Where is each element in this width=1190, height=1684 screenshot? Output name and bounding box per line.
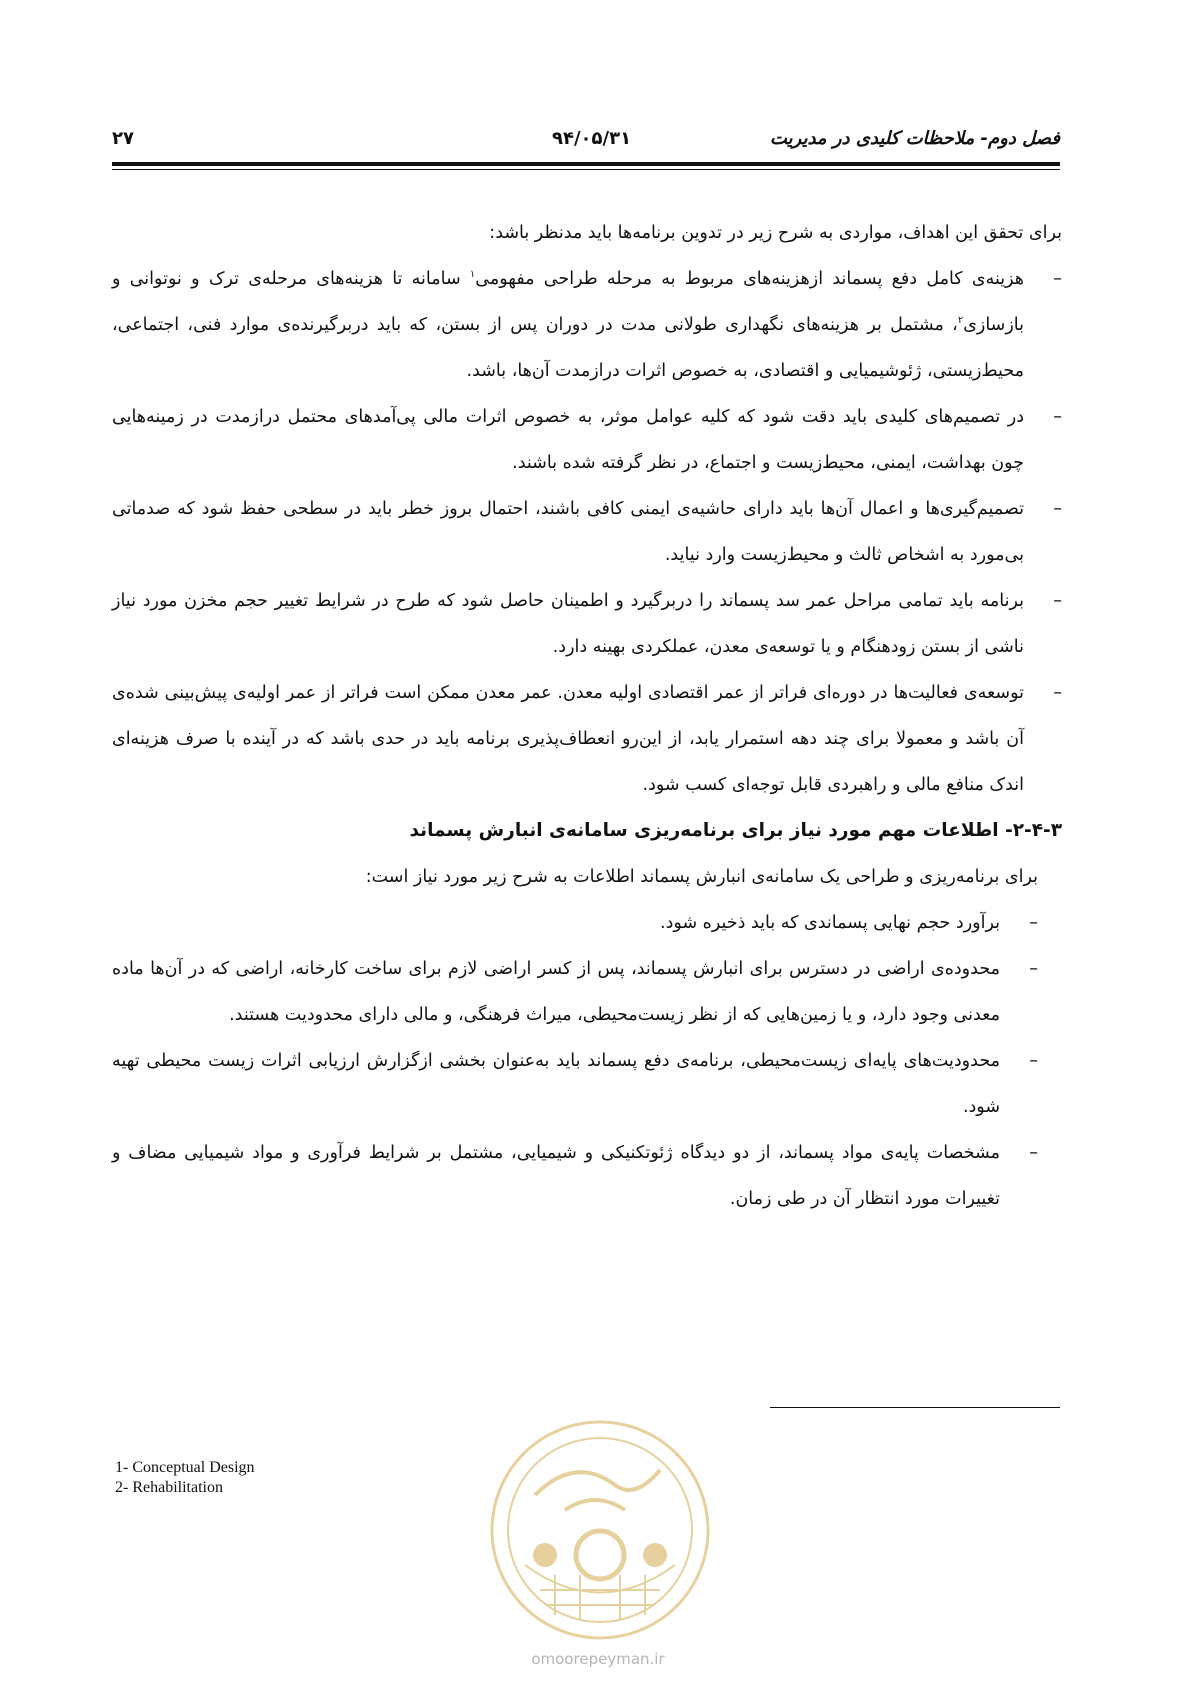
footnote-1: 1- Conceptual Design <box>115 1459 255 1476</box>
footnote-ref-2: ۲ <box>957 315 964 327</box>
list-item-text: برنامه باید تمامی مراحل عمر سد پسماند را دربرگیرد و اطمینان حاصل شود که طرح در شرایط تغییر حجم مخزن مورد نیاز ناشی از بستن زودهنگام و یا توسعه‌ی معدن، عملکردی بهینه دارد. <box>112 591 1024 657</box>
dash-marker: – <box>1029 1051 1038 1071</box>
section-intro: برای برنامه‌ریزی و طراحی یک سامانه‌ی انبارش پسماند اطلاعات به شرح زیر مورد نیاز است: <box>365 867 1038 887</box>
list-item-text: توسعه‌ی فعالیت‌ها در دوره‌ای فراتر از عمر اقتصادی اولیه معدن. عمر معدن ممکن است فراتر از عمر اولیه‌ی پیش‌بینی شده‌ی آن باشد و معمولا برای چند دهه استمرار یابد، از این‌رو انعطاف‌پذیری برنامه باید در حدی باشد که در آینده با صرف هزینه‌ای اندک منافع مالی و راهبردی قابل توجه‌ای کسب شود. <box>112 683 1024 795</box>
list-item-text: ، مشتمل بر هزینه‌های نگهداری طولانی مدت در دوران پس از بستن، که باید دربرگیرنده‌ی موارد فنی، اجتماعی، محیط‌زیستی، ژئوشیمیایی و اقتصادی، به خصوص اثرات درازمدت آن‌ها، باشد. <box>112 315 1024 381</box>
list-item <box>112 578 1062 670</box>
list-item-text: برآورد حجم نهایی پسماندی که باید ذخیره شود. <box>660 913 1000 933</box>
chapter-title: فصل دوم- ملاحظات کلیدی در مدیریت <box>769 128 1060 149</box>
body-text <box>112 210 1062 1222</box>
list-item <box>112 1130 1038 1222</box>
list-item <box>112 670 1062 808</box>
dash-marker: – <box>1053 269 1062 289</box>
list-item-text: سامانه تا هزینه‌های مرحله‌ی ترک و نوتوانی و بازسازی <box>112 269 1024 335</box>
list-item <box>112 486 1062 578</box>
list-item <box>112 946 1038 1038</box>
dash-marker: – <box>1029 959 1038 979</box>
footnotes <box>115 1458 255 1498</box>
dash-marker: – <box>1053 499 1062 519</box>
list-item-text: محدوده‌ی اراضی در دسترس برای انبارش پسماند، پس از کسر اراضی لازم برای ساخت کارخانه، اراضی که در آن‌ها ماده معدنی وجود دارد، و یا زمین‌هایی که از نظر زیست‌محیطی، میراث فرهنگی، و مالی دارای محدودیت هستند. <box>112 959 1000 1025</box>
header-date: ۹۴/۰۵/۳۱ <box>552 128 632 149</box>
section-body <box>112 854 1038 1222</box>
watermark-url: omoorepeyman.ir <box>531 1650 665 1668</box>
list-item-text: تصمیم‌گیری‌ها و اعمال آن‌ها باید دارای حاشیه‌ی ایمنی کافی باشند، احتمال بروز خطر باید در سطحی حفظ شود که صدماتی بی‌مورد به اشخاص ثالث و محیط‌زیست وارد نیاید. <box>112 499 1024 565</box>
dash-marker: – <box>1029 1143 1038 1163</box>
section-heading: ۲-۴-۳- اطلاعات مهم مورد نیاز برای برنامه‌ریزی سامانه‌ی انبارش پسماند <box>409 820 1062 841</box>
list-item <box>112 1038 1038 1130</box>
list-item-text: مشخصات پایه‌ی مواد پسماند، از دو دیدگاه ژئوتکنیکی و شیمیایی، مشتمل بر شرایط فرآوری و مواد شیمیایی مضاف و تغییرات مورد انتظار آن در طی زمان. <box>112 1143 1000 1209</box>
dash-marker: – <box>1029 913 1038 933</box>
list-item-text: محدودیت‌های پایه‌ای زیست‌محیطی، برنامه‌ی دفع پسماند باید به‌عنوان بخشی ازگزارش ارزیابی اثرات زیست محیطی تهیه شود. <box>112 1051 1000 1117</box>
page-number: ۲۷ <box>112 128 134 149</box>
goals-list <box>112 256 1062 808</box>
header-rule-thick <box>112 162 1060 166</box>
list-item <box>112 394 1062 486</box>
list-item-text: در تصمیم‌های کلیدی باید دقت شود که کلیه عوامل موثر، به خصوص اثرات مالی پی‌آمدهای محتمل درازمدت در زمینه‌هایی چون بهداشت، ایمنی، محیط‌زیست و اجتماع، در نظر گرفته شده باشند. <box>112 407 1024 473</box>
footnote-rule <box>770 1407 1060 1408</box>
page-header <box>112 128 1060 158</box>
list-item-text: هزینه‌ی کامل دفع پسماند ازهزینه‌های مربوط به مرحله طراحی مفهومی <box>475 269 1024 289</box>
header-rule-thin <box>112 169 1060 170</box>
intro-paragraph: برای تحقق این اهداف، مواردی به شرح زیر در تدوین برنامه‌ها باید مدنظر باشد: <box>489 223 1062 243</box>
list-item <box>112 256 1062 394</box>
list-item <box>112 900 1038 946</box>
dash-marker: – <box>1053 407 1062 427</box>
dash-marker: – <box>1053 591 1062 611</box>
footnote-2: 2- Rehabilitation <box>115 1479 223 1496</box>
watermark-seal-icon <box>485 1415 715 1645</box>
dash-marker: – <box>1053 683 1062 703</box>
requirements-list <box>112 900 1038 1222</box>
footnote-ref-1: ۱ <box>469 269 476 281</box>
